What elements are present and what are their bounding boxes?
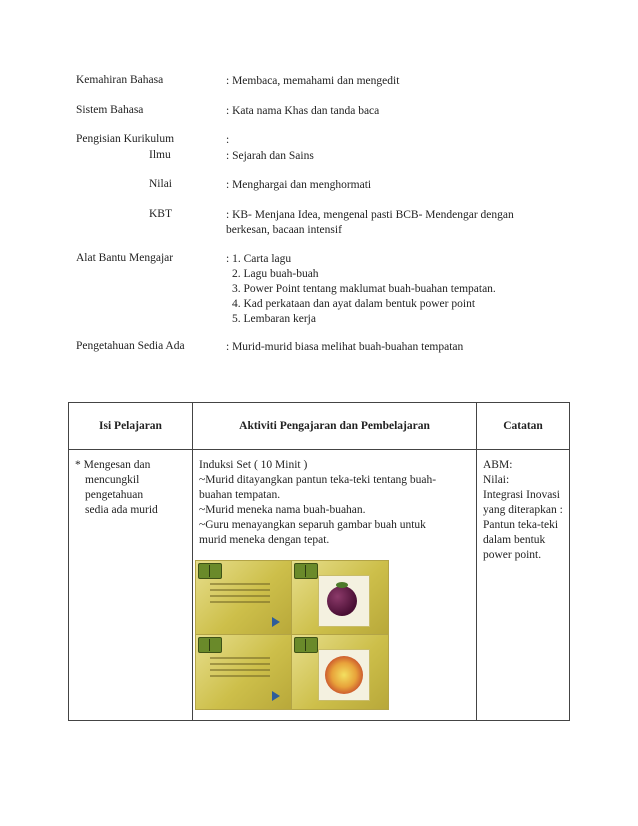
alat-item: : 1. Carta lagu [226,253,292,265]
isi-line: pengetahuan [85,489,144,501]
kemahiran-value: : Membaca, memahami dan mengedit [226,75,400,87]
alat-item: 2. Lagu buah-buah [232,268,319,280]
nilai-value: : Menghargai dan menghormati [226,179,372,191]
slide-text-lines [210,657,270,681]
catatan-line: Pantun teka-teki [483,519,559,531]
aktiviti-line: buahan tempatan. [199,489,281,501]
kemahiran-label: Kemahiran Bahasa [76,74,164,86]
catatan-line: Nilai: [483,474,510,486]
catatan-line: yang diterapkan : [483,504,563,516]
table-header-row [69,403,570,450]
isi-line: * Mengesan dan [75,459,151,471]
catatan-line: Integrasi Inovasi [483,489,560,501]
catatan-line: ABM: [483,459,513,471]
book-icon [294,563,318,579]
header-catatan: Catatan [477,403,570,450]
sistem-label: Sistem Bahasa [76,104,144,116]
isi-line: sedia ada murid [85,504,158,516]
aktiviti-line: ~Murid ditayangkan pantun teka-teki tentang buah- [199,474,437,486]
mangosteen-image [327,586,357,616]
book-icon [198,563,222,579]
slide-pantun-1 [195,560,293,636]
fruit-image-frame [318,575,370,627]
aktiviti-line: murid meneka dengan tepat. [199,534,330,546]
header-aktiviti: Aktiviti Pengajaran dan Pembelajaran [193,403,477,450]
isi-line: mencungkil [85,474,140,486]
alat-label: Alat Bantu Mengajar [76,252,174,264]
pengisian-value: : [226,134,230,146]
fruit-image-frame [318,649,370,701]
lesson-table [68,402,570,721]
ilmu-value: : Sejarah dan Sains [226,150,314,162]
arrow-right-icon [272,617,280,627]
slide-pantun-2 [195,634,293,710]
book-icon [198,637,222,653]
isi-pelajaran-cell [69,450,193,721]
rambutan-image [325,656,363,694]
pengetahuan-value: : Murid-murid biasa melihat buah-buahan tempatan [226,341,464,353]
ilmu-label: Ilmu [149,149,171,161]
slide-mangosteen [291,560,389,636]
pengetahuan-label: Pengetahuan Sedia Ada [76,340,185,352]
nilai-label: Nilai [149,178,172,190]
book-icon [294,637,318,653]
kbt-value-line2: berkesan, bacaan intensif [226,224,342,236]
pengisian-label: Pengisian Kurikulum [76,133,175,145]
kbt-value-line1: : KB- Menjana Idea, mengenal pasti BCB- Mendengar dengan [226,209,514,221]
slide-thumbnails [193,560,476,720]
catatan-line: power point. [483,549,542,561]
alat-item: 5. Lembaran kerja [232,313,316,325]
arrow-right-icon [272,691,280,701]
slide-text-lines [210,583,270,607]
kbt-value [226,208,556,238]
sistem-value: : Kata nama Khas dan tanda baca [226,105,380,117]
kbt-label: KBT [149,208,172,220]
table-row [69,450,570,721]
alat-list [226,252,556,327]
catatan-line: dalam bentuk [483,534,546,546]
slide-rambutan [291,634,389,710]
aktiviti-line: ~Guru menayangkan separuh gambar buah untuk [199,519,426,531]
alat-item: 3. Power Point tentang maklumat buah-buahan tempatan. [232,283,496,295]
header-isi-pelajaran: Isi Pelajaran [69,403,193,450]
catatan-cell [477,450,570,721]
aktiviti-cell [193,450,477,721]
aktiviti-line: Induksi Set ( 10 Minit ) [199,459,308,471]
alat-item: 4. Kad perkataan dan ayat dalam bentuk power point [232,298,476,310]
aktiviti-line: ~Murid meneka nama buah-buahan. [199,504,366,516]
